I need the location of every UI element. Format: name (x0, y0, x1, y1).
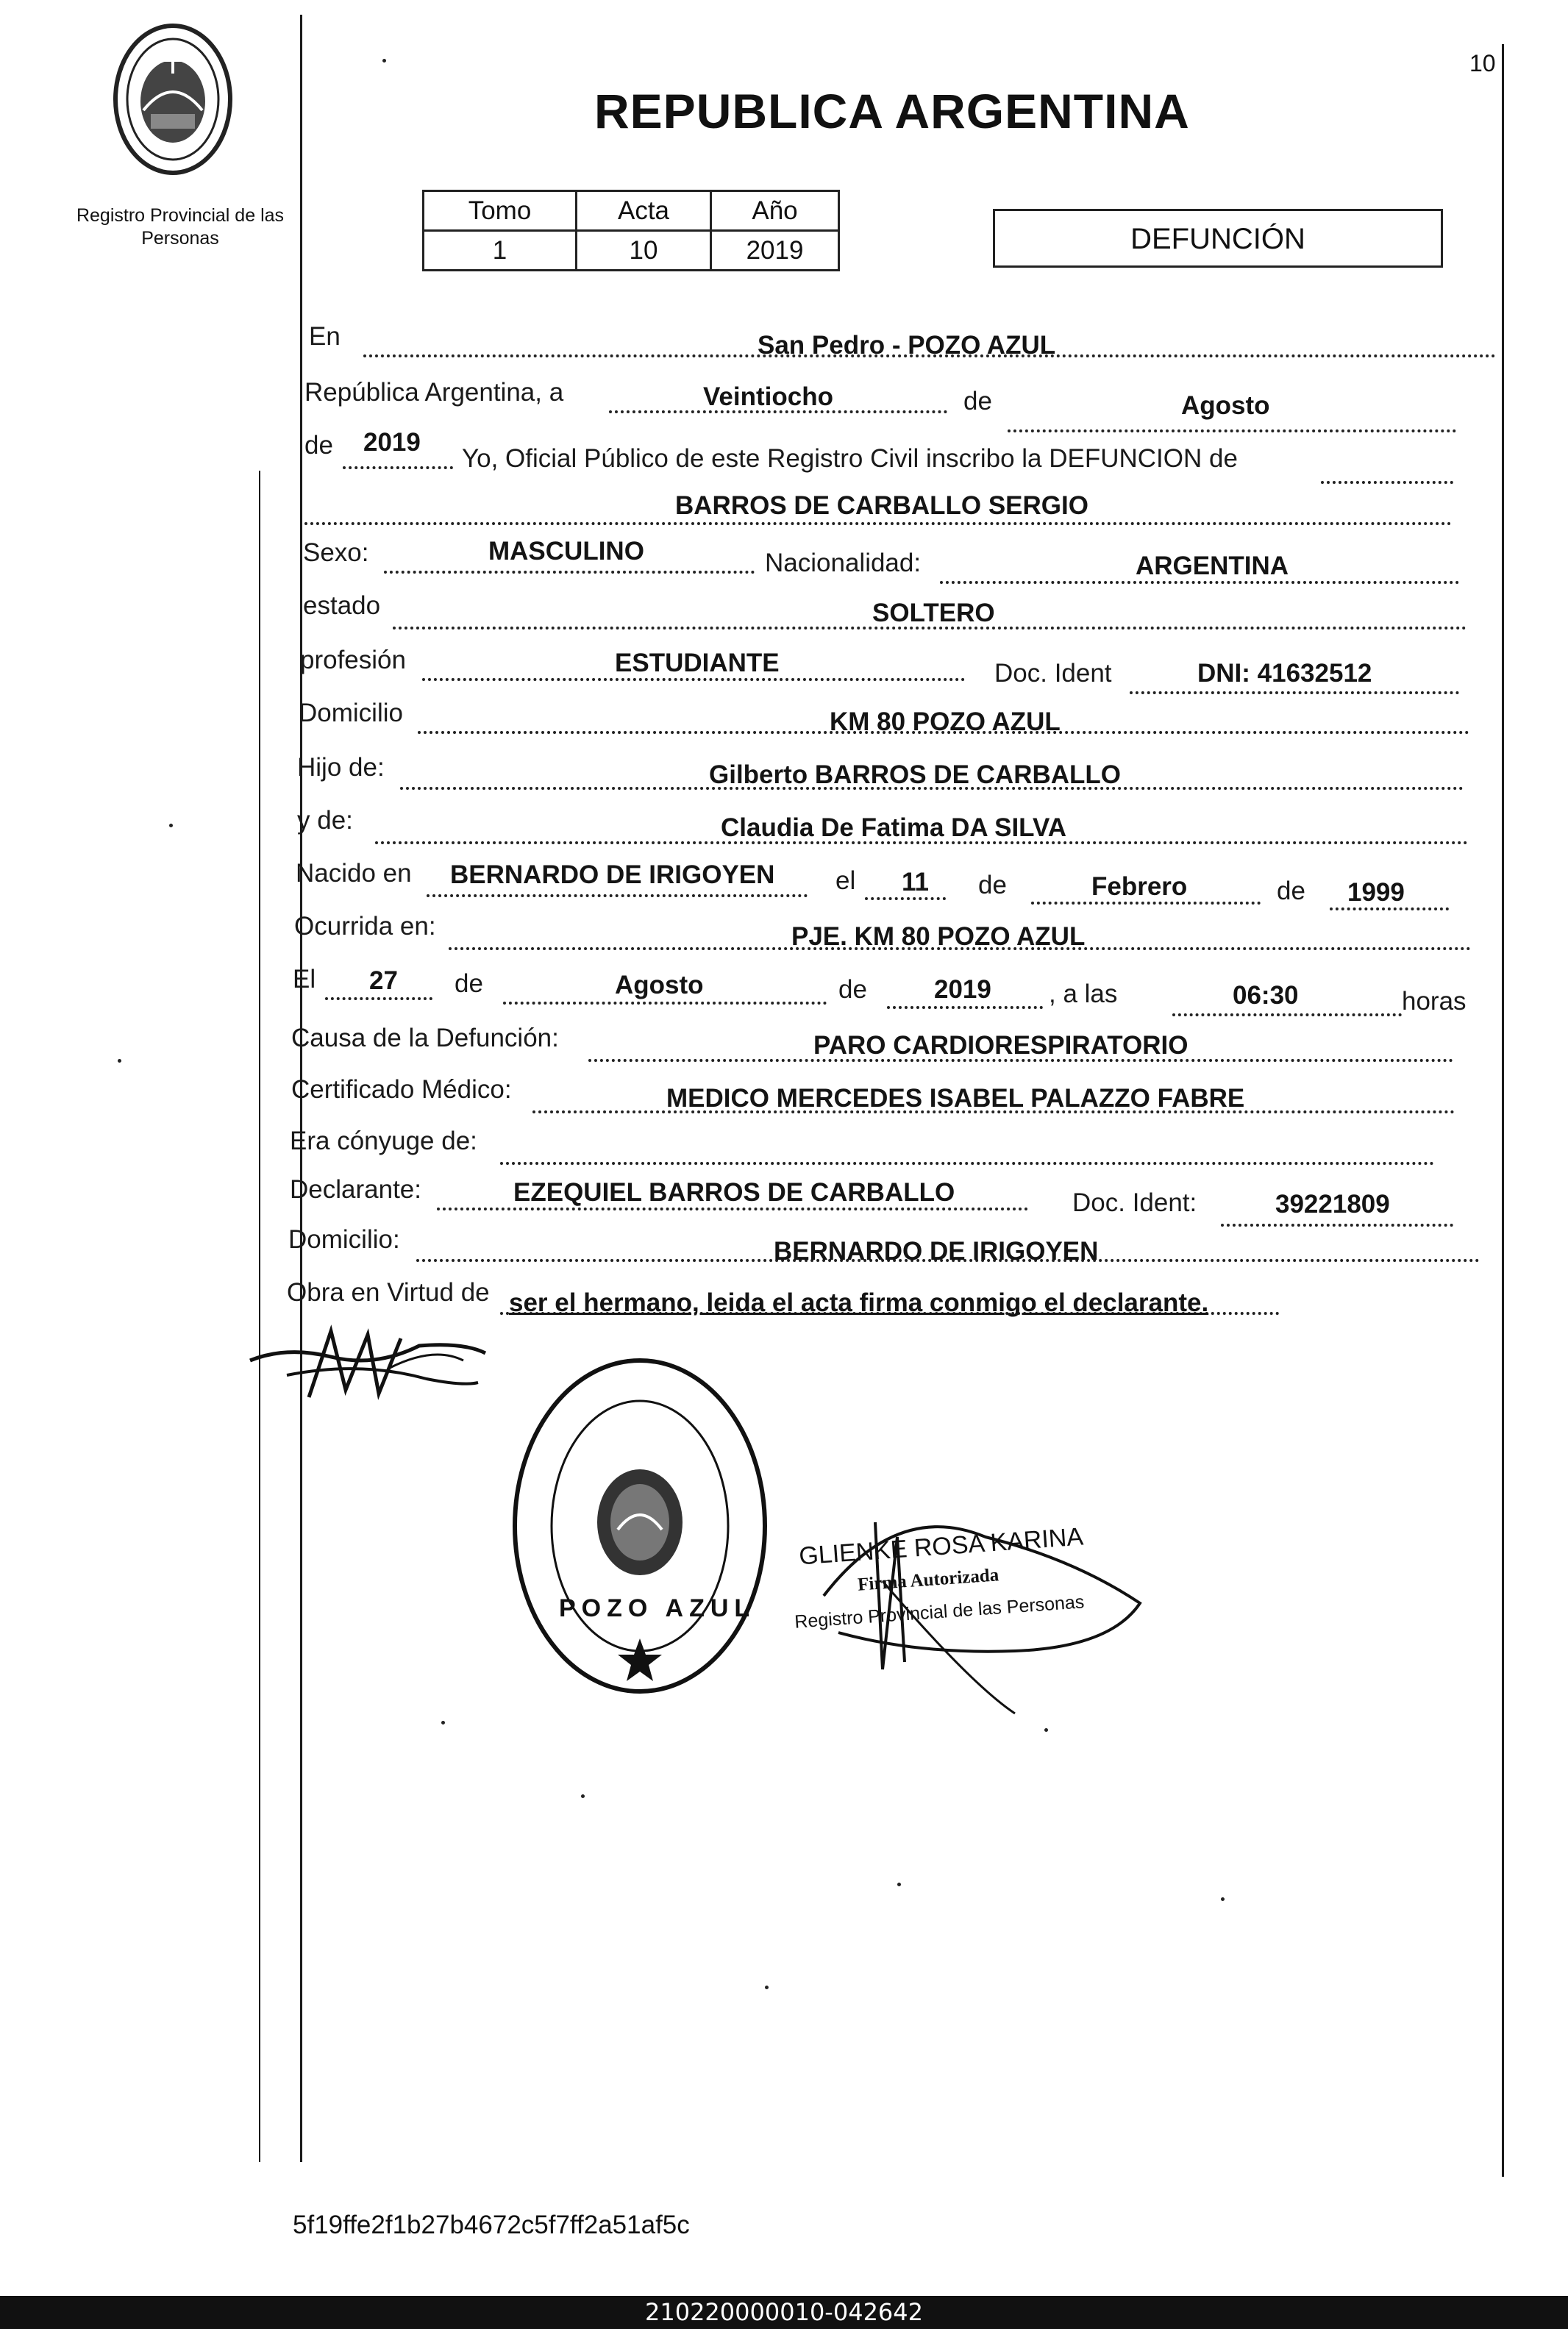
official-role: Firma Autorizada (857, 1565, 1000, 1595)
label-nacionalidad: Nacionalidad: (765, 549, 922, 577)
dots-hora (1172, 1013, 1402, 1016)
value-nacido-anio: 1999 (1347, 878, 1405, 907)
doc-type-box (993, 209, 1443, 268)
value-mes: Agosto (1181, 391, 1270, 420)
label-certificado: Certificado Médico: (291, 1075, 512, 1104)
value-nacionalidad: ARGENTINA (1136, 552, 1289, 580)
official-stamp (507, 1353, 772, 1699)
value-hora: 06:30 (1233, 981, 1299, 1010)
label-nacido-en: Nacido en (296, 859, 412, 888)
value-nombre: BARROS DE CARBALLO SERGIO (675, 491, 1088, 520)
value-lugar: San Pedro - POZO AZUL (758, 331, 1056, 360)
dots-yo-end (1321, 481, 1453, 484)
label-declarante: Declarante: (290, 1175, 421, 1204)
dots-nacionalidad (940, 581, 1459, 584)
value-declarante-doc: 39221809 (1275, 1190, 1390, 1219)
official-signature (794, 1493, 1162, 1721)
label-doc-ident: Doc. Ident (994, 659, 1112, 688)
dots-sexo (384, 571, 755, 574)
scan-speck (897, 1883, 901, 1886)
label-horas: horas (1402, 987, 1467, 1016)
value-dni: DNI: 41632512 (1197, 659, 1372, 688)
dots-conyuge (500, 1162, 1434, 1165)
value-causa: PARO CARDIORESPIRATORIO (813, 1031, 1189, 1060)
scan-speck (1221, 1897, 1225, 1901)
scan-speck (169, 824, 173, 827)
scan-speck (118, 1059, 121, 1063)
label-republica: República Argentina, a (304, 378, 564, 407)
label-a-las: , a las (1049, 980, 1118, 1008)
value-anio: 2019 (711, 231, 839, 271)
page-number: 10 (1469, 50, 1496, 76)
value-ocurrida: PJE. KM 80 POZO AZUL (791, 922, 1086, 951)
official-office: Registro Provincial de las Personas (794, 1591, 1086, 1633)
doc-type: DEFUNCIÓN (1130, 223, 1305, 255)
dots-mes (1008, 429, 1456, 432)
label-el-cap: El (293, 965, 316, 994)
dots-nacido-mes (1031, 902, 1261, 905)
label-domicilio2: Domicilio: (288, 1225, 400, 1254)
value-nacido-mes: Febrero (1091, 872, 1188, 901)
dots-dni (1130, 691, 1459, 694)
dots-nombre (304, 522, 1452, 525)
dots-nacido-lugar (427, 894, 808, 897)
dots-profesion (422, 678, 965, 681)
label-conyuge: Era cónyuge de: (290, 1127, 477, 1155)
dots-fallec-mes (503, 1002, 827, 1005)
value-declarante: EZEQUIEL BARROS DE CARBALLO (513, 1178, 955, 1207)
value-nacido-lugar: BERNARDO DE IRIGOYEN (450, 860, 775, 889)
dots-anio (343, 466, 453, 469)
value-madre: Claudia De Fatima DA SILVA (721, 813, 1066, 842)
label-hijo-de: Hijo de: (297, 753, 385, 782)
dots-fallec-anio (887, 1006, 1043, 1009)
scan-speck (382, 59, 386, 63)
label-de-a: de (978, 871, 1007, 899)
label-causa: Causa de la Defunción: (291, 1024, 559, 1052)
value-anio: 2019 (363, 428, 421, 457)
label-de2: de (304, 431, 333, 460)
province-seal-logo (110, 22, 235, 176)
label-estado: estado (303, 591, 381, 620)
value-obra: ser el hermano, leida el acta firma conmigo el declarante. (509, 1288, 1209, 1317)
label-obra: Obra en Virtud de (287, 1278, 490, 1307)
value-sexo: MASCULINO (488, 537, 644, 566)
value-fallec-dia: 27 (369, 966, 398, 995)
label-ocurrida-en: Ocurrida en: (294, 912, 436, 941)
label-de-c: de (455, 969, 483, 998)
value-dia: Veintiocho (703, 382, 833, 411)
value-estado: SOLTERO (872, 599, 995, 627)
registry-label: Registro Provincial de las Personas (76, 205, 285, 249)
label-sexo: Sexo: (303, 538, 369, 567)
stamp-inner-text: POZO AZUL (559, 1594, 756, 1622)
label-yo: Yo, Oficial Público de este Registro Civil inscribo la DEFUNCION de (462, 444, 1238, 473)
dots-declarante (437, 1208, 1028, 1210)
scan-speck (581, 1794, 585, 1798)
right-margin-line (1502, 44, 1504, 2177)
declarant-signature (243, 1316, 493, 1412)
value-fallec-anio: 2019 (934, 975, 991, 1004)
document-hash: 5f19ffe2f1b27b4672c5f7ff2a51af5c (293, 2211, 690, 2239)
document-title: REPUBLICA ARGENTINA (594, 84, 1190, 138)
scan-speck (1044, 1728, 1048, 1732)
value-padre: Gilberto BARROS DE CARBALLO (709, 760, 1121, 789)
scan-speck (441, 1721, 445, 1725)
label-de-b: de (1277, 877, 1305, 905)
header-anio: Año (711, 191, 839, 231)
header-tomo: Tomo (424, 191, 577, 231)
value-domicilio: KM 80 POZO AZUL (830, 707, 1061, 736)
label-domicilio: Domicilio (299, 699, 403, 727)
footer-id-bar: 210220000010-042642 (0, 2296, 1568, 2329)
official-name: GLIENKE ROSA KARINA (798, 1522, 1085, 1571)
label-y-de: y de: (297, 806, 353, 835)
dots-declarante-doc (1221, 1224, 1453, 1227)
header-acta: Acta (577, 191, 711, 231)
value-nacido-dia: 11 (902, 868, 929, 896)
value-acta: 10 (577, 231, 711, 271)
value-tomo: 1 (424, 231, 577, 271)
label-doc-ident2: Doc. Ident: (1072, 1188, 1197, 1217)
value-declarante-domicilio: BERNARDO DE IRIGOYEN (774, 1237, 1099, 1266)
record-table (422, 190, 840, 271)
label-de: de (963, 387, 992, 415)
label-en: En (309, 322, 341, 351)
label-de-d: de (838, 975, 867, 1004)
dots-nacido-anio (1330, 907, 1449, 910)
scan-speck (765, 1986, 769, 1989)
label-el: el (835, 866, 856, 895)
value-fallec-mes: Agosto (615, 971, 704, 999)
value-profesion: ESTUDIANTE (615, 649, 780, 677)
dots-fallec-dia (325, 997, 432, 1000)
dots-nacido-dia (865, 897, 946, 900)
label-profesion: profesión (300, 646, 406, 674)
value-certificado: MEDICO MERCEDES ISABEL PALAZZO FABRE (666, 1084, 1245, 1113)
